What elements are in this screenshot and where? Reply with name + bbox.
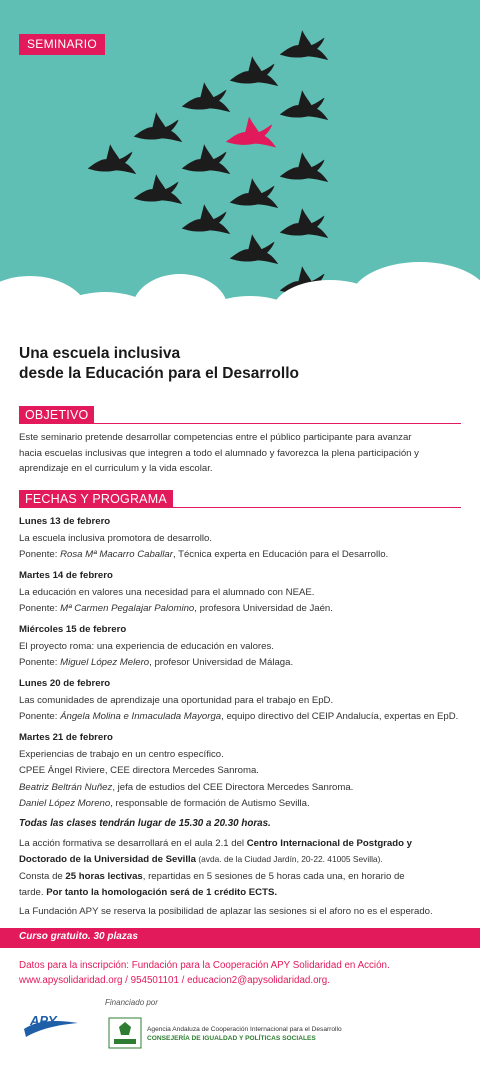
speaker-name: Mª Carmen Pegalajar Palomino [60, 603, 195, 614]
red-bird [226, 117, 276, 148]
horario-text: Todas las clases tendrán lugar de 15.30 a 20.30 horas. [19, 818, 271, 829]
apy-logo [22, 1005, 82, 1045]
session-topic: La educación en valores una necesidad para el alumnado con NEAE. [19, 586, 315, 598]
gratuito-text: Curso gratuito. 30 plazas [19, 931, 138, 942]
session-topic: La escuela inclusiva promotora de desarrollo. [19, 532, 213, 544]
gratuito-bar [0, 928, 480, 948]
session-day: Miércoles 15 de febrero [19, 624, 127, 635]
session-detail: CPEE Ángel Riviere, CEE directora Mercedes Sanroma. [19, 765, 259, 776]
speaker-prefix: Ponente: [19, 549, 61, 560]
session-speaker-line [19, 709, 459, 726]
session-2 [19, 568, 459, 618]
contact-links[interactable]: www.apysolidaridad.org / 954501101 / educacion2@apysolidaridad.org. [19, 975, 330, 986]
speaker-name: Ángela Molina e Inmaculada Mayorga [60, 711, 222, 722]
speaker-role: , profesor Universidad de Málaga. [149, 657, 294, 668]
aviso-text: La Fundación APY se reserva la posibilidad de aplazar las sesiones si el aforo no es el esperado. [19, 906, 433, 917]
speaker-role: , profesora Universidad de Jaén. [194, 603, 333, 614]
session-1 [19, 514, 459, 564]
page-title [19, 344, 299, 384]
session-speaker-line [19, 547, 459, 564]
session-3 [19, 622, 459, 672]
horas-part: Consta de [19, 871, 66, 882]
financiado-label: Financiado por [105, 998, 158, 1007]
programa-divider [19, 507, 461, 508]
speaker-role: , responsable de formación de Autismo Sevilla. [110, 798, 310, 809]
session-day: Lunes 20 de febrero [19, 678, 111, 689]
speaker-name: Rosa Mª Macarro Caballar [60, 549, 173, 560]
speaker-role: , Técnica experta en Educación para el Desarrollo. [172, 549, 389, 560]
clouds [0, 262, 480, 325]
lugar-centro: Centro Internacional de Postgrado y [246, 838, 412, 849]
bird-flock [88, 30, 329, 296]
consejeria-line: CONSEJERÍA DE IGUALDAD Y POLÍTICAS SOCIALES [147, 1035, 316, 1042]
session-4 [19, 676, 459, 726]
lugar-part: La acción formativa se desarrollará en el aula 2.1 del [19, 838, 247, 849]
objetivo-line: hacia escuelas inclusivas que integren a todo el alumnado y favorezca la plena participación y [19, 447, 419, 459]
programa-heading: FECHAS Y PROGRAMA [19, 490, 173, 508]
session-topic: Experiencias de trabajo en un centro específico. [19, 748, 224, 760]
hero-illustration [0, 0, 480, 325]
contact-info [19, 958, 390, 988]
agencia-text [147, 1025, 342, 1043]
session-speaker-line [19, 655, 459, 672]
session-detail [19, 780, 459, 797]
title-line-1: Una escuela inclusiva [19, 345, 181, 362]
svg-text:APY: APY [30, 1013, 57, 1028]
contact-line: Datos para la inscripción: Fundación para la Cooperación APY Solidaridad en Acción. [19, 960, 390, 971]
horas-text [19, 869, 439, 901]
homologacion: Por tanto la homologación será de 1 crédito ECTS. [46, 886, 278, 898]
horas-part: , repartidas en 5 sesiones de 5 horas cada una, en horario de [142, 871, 405, 882]
objetivo-line: aprendizaje en el curriculum y la vida escolar. [19, 463, 213, 475]
lugar-universidad: Doctorado de la Universidad de Sevilla [19, 853, 197, 865]
speaker-name: Beatriz Beltrán Nuñez [19, 781, 113, 793]
speaker-name: Miguel López Melero [60, 657, 150, 668]
speaker-prefix: Ponente: [19, 711, 61, 722]
seminario-tag: SEMINARIO [19, 34, 105, 55]
session-day: Martes 14 de febrero [19, 570, 113, 581]
horas-lectivas: 25 horas lectivas [65, 871, 143, 882]
session-day: Martes 21 de febrero [19, 732, 113, 743]
objetivo-heading: OBJETIVO [19, 406, 94, 424]
speaker-prefix: Ponente: [19, 603, 61, 614]
objetivo-divider [19, 423, 461, 424]
session-speaker-line [19, 601, 459, 618]
objetivo-line: Este seminario pretende desarrollar competencias entre el público participante para avanzar [19, 432, 412, 443]
agencia-line: Agencia Andaluza de Cooperación Internacional para el Desarrollo [147, 1026, 342, 1033]
speaker-role: , equipo directivo del CEIP Andalucía, expertas en EpD. [221, 711, 459, 722]
lugar-direccion: (avda. de la Ciudad Jardín, 20-22. 41005 Sevilla). [196, 853, 383, 864]
lugar-text [19, 836, 439, 868]
title-line-2: desde la Educación para el Desarrollo [19, 365, 299, 382]
speaker-prefix: Ponente: [19, 657, 61, 668]
session-5 [19, 730, 459, 813]
speaker-role: , jefa de estudios del CEE Directora Mercedes Sanroma. [112, 781, 354, 793]
session-day: Lunes 13 de febrero [19, 516, 111, 527]
junta-andalucia-logo [108, 1017, 142, 1049]
objetivo-text [19, 430, 439, 477]
speaker-name: Daniel López Moreno [19, 798, 111, 809]
session-topic: El proyecto roma: una experiencia de educación en valores. [19, 640, 274, 652]
session-detail [19, 796, 459, 813]
session-topic: Las comunidades de aprendizaje una oportunidad para el trabajo en EpD. [19, 694, 334, 706]
horas-part: tarde. [19, 886, 47, 898]
